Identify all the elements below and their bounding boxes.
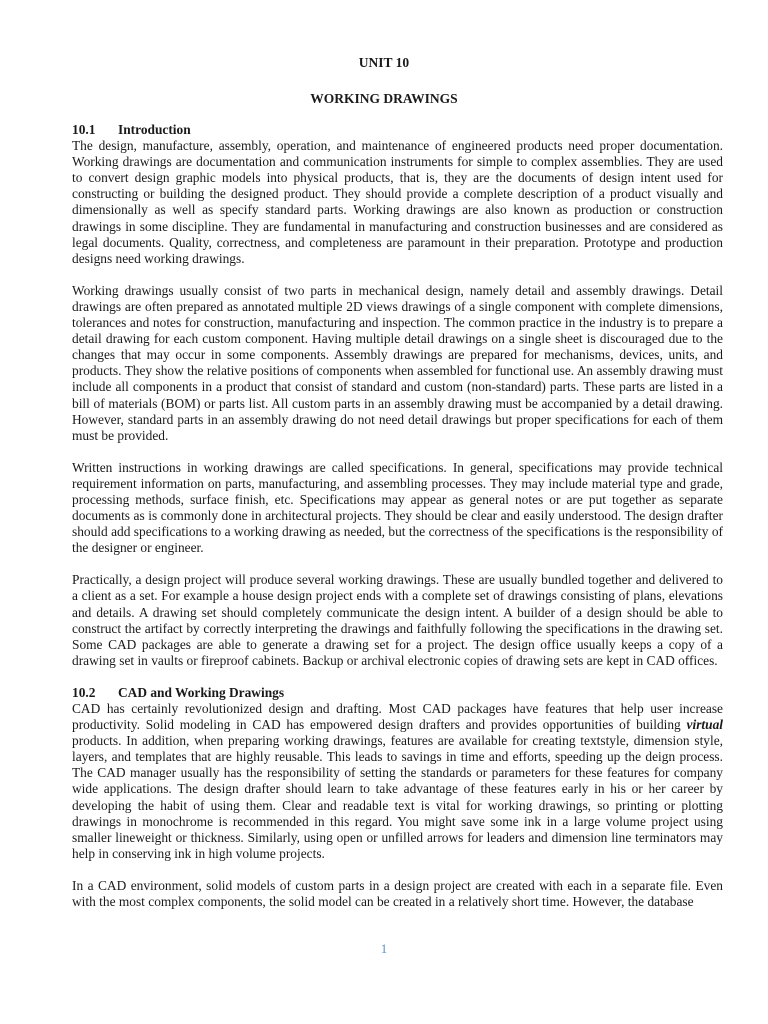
chapter-title: WORKING DRAWINGS [310, 91, 458, 106]
paragraph-text: products. In addition, when preparing working drawings, features are available for creating textstyle, dimension style, layers, and templates that are highly reusable. This leads to savings in time and efforts, speeding up the deign process. The CAD manager usually has the responsibility of setting the standards or parameters for these features for company wide applications. The design drafter should learn to take advantage of these features early in his or her career by developing the habit of using them. Clear and readable text is vital for working drawings, so printing or plotting drawings in monochrome is recommended in this regard. You might save some ink in a large volume project using smaller lineweight or thickness. Similarly, using open or unfilled arrows for leaders and dimension line terminators may help in conserving ink in high volume projects. [72, 733, 723, 861]
paragraph: In a CAD environment, solid models of custom parts in a design project are created with each in a separate file. Even with the most complex components, the solid model can be created in a relatively short time. However, the database [72, 877, 723, 910]
unit-title: UNIT 10 [358, 55, 410, 70]
section-number: 10.1 [72, 122, 96, 137]
page-number: 1 [380, 941, 388, 956]
paragraph: Practically, a design project will produce several working drawings. These are usually bundled together and delivered to a client as a set. For example a house design project ends with a complete set of drawings consisting of plans, elevations and details. A drawing set should completely communicate the design intent. A builder of a design should be able to construct the artifact by correctly interpreting the drawings and faithfully following the specifications in the drawing set. Some CAD packages are able to generate a drawing set for a project. The design office usually keeps a copy of a drawing set in vaults or fireproof cabinets. Backup or archival electronic copies of drawing sets are kept in CAD offices. [72, 572, 723, 668]
section-title: CAD and Working Drawings [118, 684, 285, 700]
body-text [72, 122, 723, 910]
section-heading-10-2 [72, 685, 723, 701]
paragraph [72, 701, 723, 862]
paragraph: The design, manufacture, assembly, operation, and maintenance of engineered products need proper documentation. Working drawings are documentation and communication instruments for simple to complex assemblies. They are used to convert design graphic models into physical products, that is, they are the documents of design intent used for constructing or building the designed product. They should provide a complete description of a product visually and dimensionally as well as specify standard parts. Working drawings are also known as production or construction drawings in some discipline. They are fundamental in manufacturing and construction businesses and are considered as legal documents. Quality, correctness, and completeness are paramount in their preparation. Prototype and production designs need working drawings. [72, 138, 723, 266]
section-heading-10-1 [72, 122, 723, 138]
section-title: Introduction [118, 122, 191, 137]
paragraph: Working drawings usually consist of two parts in mechanical design, namely detail and assembly drawings. Detail drawings are often prepared as annotated multiple 2D views drawings of a single component with complete dimensions, tolerances and notes for construction, manufacturing and inspection. The common practice in the industry is to prepare a detail drawing for each custom component. Having multiple detail drawings on a single sheet is discouraged due to the changes that may occur in some components. Assembly drawings are prepared for mechanisms, devices, units, and products. They show the relative positions of components when assembled for functional use. An assembly drawing must include all components in a product that consist of standard and custom (non-standard) parts. These parts are listed in a bill of materials (BOM) or parts list. All custom parts in an assembly drawing must be accompanied by a detail drawing. However, standard parts in an assembly drawing do not need detail drawings but proper specifications for each of them must be provided. [72, 282, 723, 443]
emphasis-text: virtual [686, 717, 723, 733]
section-number: 10.2 [72, 684, 96, 700]
paragraph-text: CAD has certainly revolutionized design and drafting. Most CAD packages have features that help user increase productivity. Solid modeling in CAD has empowered design drafters and provides opportunities of building [72, 701, 723, 733]
paragraph: Written instructions in working drawings are called specifications. In general, specifications may provide technical requirement information on parts, manufacturing, and assembling processes. They may include material type and grade, processing methods, surface finish, etc. Specifications may appear as general notes or are put together as separate documents as is commonly done in architectural projects. They should be clear and easily understood. The design drafter should add specifications to a working drawing as needed, but the correctness of the specifications is the responsibility of the designer or engineer. [72, 459, 723, 556]
